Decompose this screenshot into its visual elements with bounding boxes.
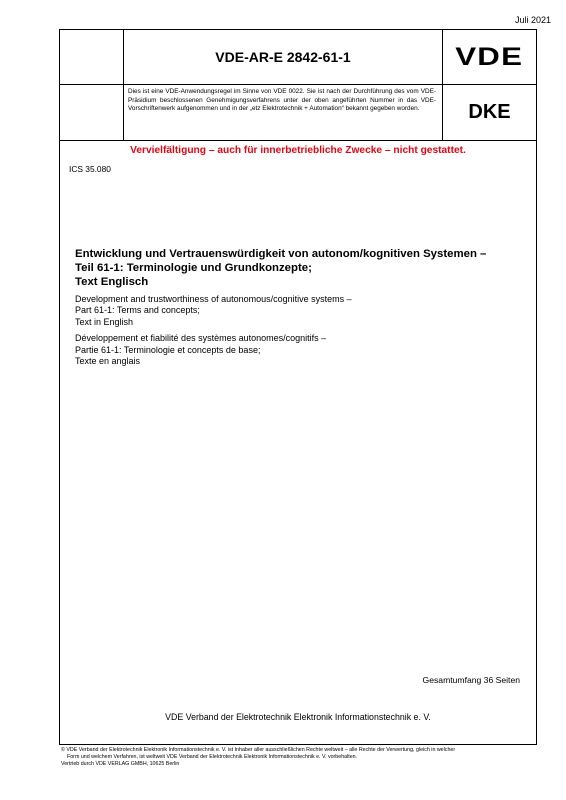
copyright-line: Form und welchem Verfahren, ist weltweit VDE Verband der Elektrotechnik Elektronik Informationstechnik e. V. vorbehalten. <box>67 754 358 761</box>
publisher: VDE Verband der Elektrotechnik Elektronik Informationstechnik e. V. <box>165 712 431 722</box>
legal-notice: Dies ist eine VDE-Anwendungsregel im Sinne von VDE 0022. Sie ist nach der Durchführung des vom VDE-Präsidium beschlossenen Genehmigungsverfahrens unter der oben angeführten Nummer in das VDE-Vorschriftenwerk aufgenommen und in der „etz Elektrotechnik + Automation“ bekannt gegeben worden. <box>128 88 436 113</box>
distribution-line: Vertrieb durch VDE VERLAG GMBH, 10625 Berlin <box>61 761 180 768</box>
total-pages: Gesamtumfang 36 Seiten <box>422 675 520 685</box>
title-french-line: Développement et fiabilité des systèmes autonomes/cognitifs – <box>75 333 327 344</box>
standard-number: VDE-AR-E 2842-61-1 <box>215 49 351 65</box>
title-english-line: Development and trustworthiness of autonomous/cognitive systems – <box>75 294 352 304</box>
title-english-line: Part 61-1: Terms and concepts; <box>75 305 200 316</box>
title-french-line: Partie 61-1: Terminologie et concepts de base; <box>75 344 261 355</box>
vde-logo <box>442 30 537 84</box>
title-english <box>75 294 525 328</box>
title-french-line: Texte en anglais <box>75 356 141 367</box>
vde-logo-text: VDE <box>455 42 524 71</box>
title-german-line: Entwicklung und Vertrauenswürdigkeit von autonom/kognitiven Systemen – <box>75 248 487 260</box>
publication-date: Juli 2021 <box>514 15 551 25</box>
copyright-footer <box>61 747 527 769</box>
document-titles <box>75 247 525 372</box>
frame-divider-header <box>60 140 536 141</box>
dke-logo: DKE <box>468 100 511 123</box>
title-english-line: Text in English <box>75 316 134 327</box>
title-german-line: Teil 61-1: Terminologie und Grundkonzepte; <box>75 262 312 274</box>
ics-code: ICS 35.080 <box>69 164 111 174</box>
reproduction-warning: Vervielfältigung – auch für innerbetriebliche Zwecke – nicht gestattet. <box>130 145 466 156</box>
title-german <box>75 247 525 289</box>
copyright-line: © VDE Verband der Elektrotechnik Elektronik Informationstechnik e. V. ist Inhaber aller ausschließlichen Rechte weltweit – alle Rechte der Verwertung, gleich in welcher <box>61 747 456 753</box>
title-french <box>75 333 525 367</box>
title-german-line: Text Englisch <box>75 276 149 288</box>
document-frame <box>59 29 537 745</box>
